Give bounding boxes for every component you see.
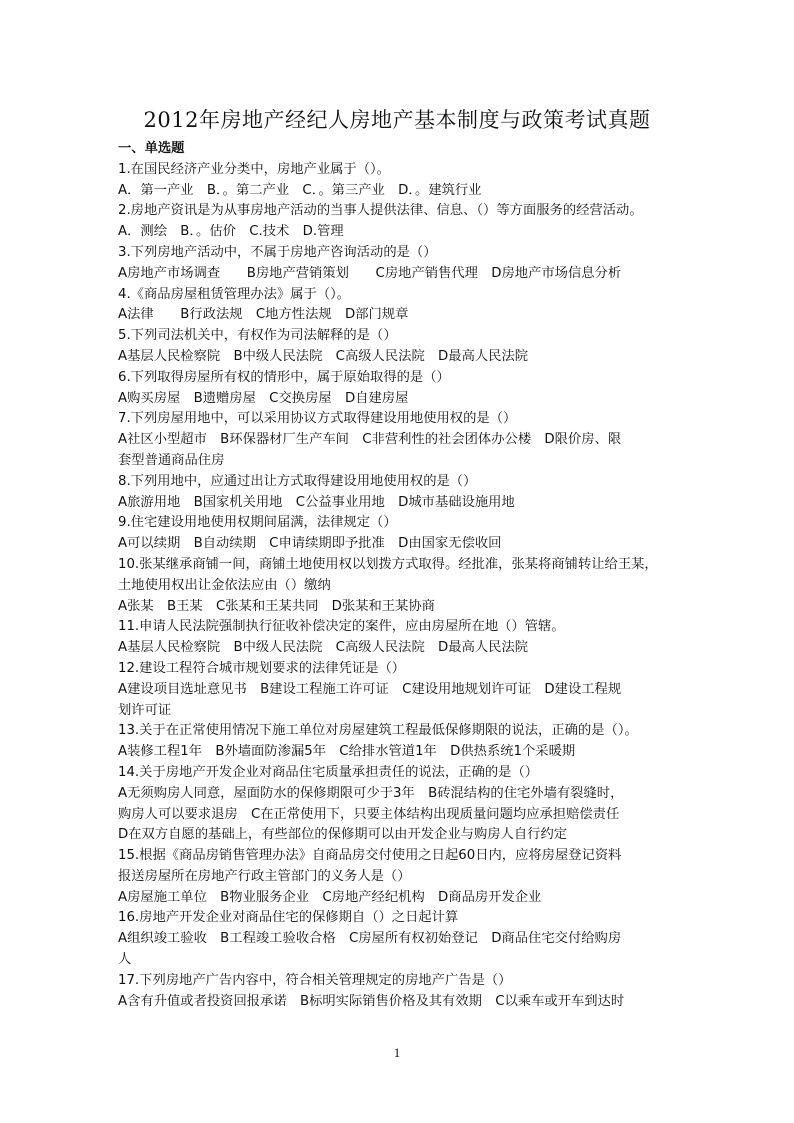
text-line: 划许可证 — [118, 702, 172, 718]
text-line: 17.下列房地产广告内容中，符合相关管理规定的房地产广告是（） — [118, 972, 512, 988]
text-line: A．第一产业 B．。第二产业 C．。第三产业 D．。建筑行业 — [118, 182, 482, 198]
page-number: 1 — [393, 1045, 401, 1060]
text-line: 4.《商品房屋租赁管理办法》属于（）。 — [118, 286, 351, 302]
text-line: A基层人民检察院 B中级人民法院 C高级人民法院 D最高人民法院 — [118, 348, 529, 364]
text-line: 15.根据《商品房销售管理办法》自商品房交付使用之日起60日内，应将房屋登记资料 — [118, 848, 622, 864]
text-line: 套型普通商品住房 — [118, 452, 225, 468]
text-line: A法律 B行政法规 C地方性法规 D部门规章 — [118, 307, 409, 323]
text-line: 14.关于房地产开发企业对商品住宅质量承担责任的说法，正确的是（） — [118, 764, 539, 780]
text-line: A基层人民检察院 B中级人民法院 C高级人民法院 D最高人民法院 — [118, 640, 529, 656]
text-line: D在双方自愿的基础上，有些部位的保修期可以由开发企业与购房人自行约定 — [118, 827, 568, 843]
text-line: 土地使用权出让金依法应由（）缴纳 — [118, 577, 331, 593]
section-heading: 一、单选题 — [118, 141, 185, 156]
text-line: 8.下列用地中，应通过出让方式取得建设用地使用权的是（） — [118, 473, 477, 489]
text-line: 2.房地产资讯是为从事房地产活动的当事人提供法律、信息、（）等方面服务的经营活动。 — [118, 203, 643, 219]
text-line: 3.下列房地产活动中，不属于房地产咨询活动的是（） — [118, 244, 437, 260]
text-line: 5.下列司法机关中，有权作为司法解释的是（） — [118, 328, 397, 344]
text-line: A可以续期 B自动续期 C申请续期即予批准 D由国家无偿收回 — [118, 536, 502, 552]
text-line: A旅游用地 B国家机关用地 C公益事业用地 D城市基础设施用地 — [118, 494, 515, 510]
text-line: 11.申请人民法院强制执行征收补偿决定的案件，应由房屋所在地（）管辖。 — [118, 619, 565, 635]
text-line: A含有升值或者投资回报承诺 B标明实际销售价格及其有效期 C以乘车或开车到达时 — [118, 993, 625, 1009]
text-line: A社区小型超市 B环保器材厂生产车间 C非营利性的社会团体办公楼 D限价房、限 — [118, 432, 622, 448]
text-line: A装修工程1年 B外墙面防渗漏5年 C给排水管道1年 D供热系统1个采暖期 — [118, 744, 576, 760]
document-body — [118, 139, 684, 1012]
text-line: 16.房地产开发企业对商品住宅的保修期自（）之日起计算 — [118, 910, 459, 926]
text-line: 人 — [118, 952, 132, 968]
text-line: 6.下列取得房屋所有权的情形中，属于原始取得的是（） — [118, 369, 450, 385]
text-line: 13.关于在正常使用情况下施工单位对房屋建筑工程最低保修期限的说法，正确的是（）。 — [118, 723, 638, 739]
text-line: 12.建设工程符合城市规划要求的法律凭证是（） — [118, 660, 406, 676]
text-line: 7.下列房屋用地中，可以采用协议方式取得建设用地使用权的是（） — [118, 411, 517, 427]
text-line: 10.张某继承商铺一间，商铺土地使用权以划拨方式取得。经批准，张某将商铺转让给王某， — [118, 556, 658, 572]
text-line: A购买房屋 B遗赠房屋 C交换房屋 D自建房屋 — [118, 390, 409, 406]
text-line: A建设项目选址意见书 B建设工程施工许可证 C建设用地规划许可证 D建设工程规 — [118, 681, 622, 697]
text-line: 9.住宅建设用地使用权期间届满，法律规定（） — [118, 515, 397, 531]
text-line: A无须购房人同意，屋面防水的保修期限可少于3年 B砖混结构的住宅外墙有裂缝时， — [118, 785, 624, 801]
text-line: 1.在国民经济产业分类中，房地产业属于（）。 — [118, 161, 390, 177]
text-line: A房屋施工单位 B物业服务企业 C房地产经纪机构 D商品房开发企业 — [118, 889, 542, 905]
text-line: 报送房屋所在房地产行政主管部门的义务人是（） — [118, 868, 411, 884]
text-line: 购房人可以要求退房 C在正常使用下，只要主体结构出现质量问题均应承担赔偿责任 — [118, 806, 620, 822]
document-title: 2012年房地产经纪人房地产基本制度与政策考试真题 — [143, 108, 651, 132]
text-line: A房地产市场调查 B房地产营销策划 C房地产销售代理 D房地产市场信息分析 — [118, 265, 622, 281]
text-line: A张某 B王某 C张某和王某共同 D张某和王某协商 — [118, 598, 435, 614]
text-line: A组织竣工验收 B工程竣工验收合格 C房屋所有权初始登记 D商品住宅交付给购房 — [118, 931, 622, 947]
text-line: A．测绘 B．。估价 C.技术 D.管理 — [118, 224, 344, 240]
